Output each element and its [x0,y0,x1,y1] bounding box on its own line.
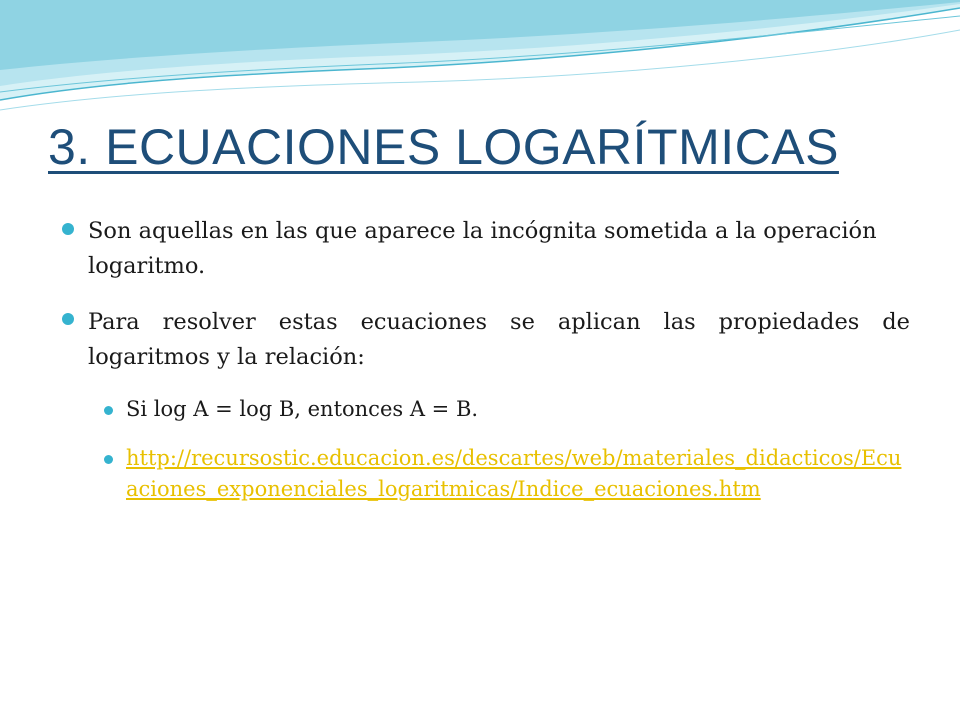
sub-bullet-dot [104,406,113,415]
bullet-definition: Son aquellas en las que aparece la incógnita sometida a la operación logaritmo. [88,218,877,279]
sub-bullet-link-item [126,443,911,505]
bullet-dot [62,313,74,325]
bullet-dot [62,223,74,235]
slide-title: 3. ECUACIONES LOGARÍTMICAS [48,119,839,175]
bullet-method: Para resolver estas ecuaciones se aplican las propiedades de logaritmos y la relación: [88,309,910,370]
sub-bullet-dot [104,455,113,464]
resource-link[interactable]: http://recursostic.educacion.es/descartes/web/materiales_didacticos/Ecuaciones_exponenciales_logaritmicas/Indice_ecuaciones.htm [126,446,902,501]
header-wave-decoration [0,0,960,130]
sub-bullet-rule: Si log A = log B, entonces A = B. [126,397,479,421]
